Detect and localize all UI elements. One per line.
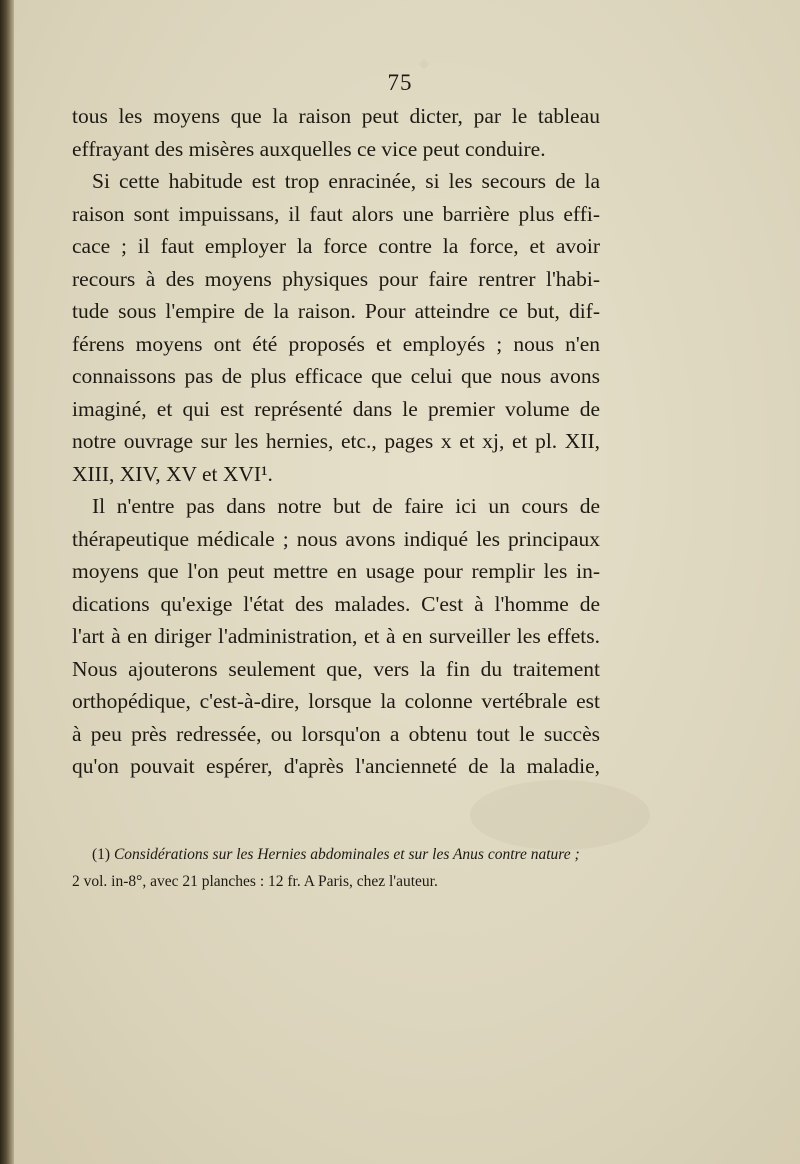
ink-spot xyxy=(420,60,428,68)
text-line: moyens que l'on peut mettre en usage pour remplir les in- xyxy=(72,559,600,583)
text-line: connaissons pas de plus efficace que celui que nous avons xyxy=(72,364,600,388)
text-line: à peu près redressée, ou lorsqu'on a obtenu tout le succès xyxy=(72,721,600,746)
text-line: raison sont impuissans, il faut alors une barrière plus effi- xyxy=(72,201,600,226)
text-line: Nous ajouterons seulement que, vers la fin du traitement xyxy=(72,656,600,681)
binding-edge xyxy=(0,0,14,1164)
text-line: XIII, XIV, XV et XVI¹. xyxy=(72,461,273,486)
text-line: Il n'entre pas dans notre but de faire ici un cours de xyxy=(92,494,600,518)
text-line: tude sous l'empire de la raison. Pour atteindre ce but, dif- xyxy=(72,299,600,323)
text-line: imaginé, et qui est représenté dans le premier volume de xyxy=(72,396,600,421)
bleed-through-stain xyxy=(470,780,650,850)
text-line: cace ; il faut employer la force contre la force, et avoir xyxy=(72,234,600,258)
text-line: qu'on pouvait espérer, d'après l'ancienneté de la maladie, xyxy=(72,754,600,778)
footnote-title: Considérations sur les Hernies abdominales et sur les Anus contre nature ; xyxy=(113,846,580,863)
footnote-line xyxy=(72,841,612,868)
text-line: férens moyens ont été proposés et employés ; nous n'en xyxy=(72,331,600,356)
text-line: l'art à en diriger l'administration, et à en surveiller les effets. xyxy=(72,624,600,648)
text-line: dications qu'exige l'état des malades. C'est à l'homme de xyxy=(72,591,600,616)
text-line: effrayant des misères auxquelles ce vice peut conduire. xyxy=(72,136,546,161)
footnote xyxy=(72,841,612,895)
text-line: orthopédique, c'est-à-dire, lorsque la colonne vertébrale est xyxy=(72,689,600,713)
footnote-marker: (1) xyxy=(92,846,111,863)
text-line: notre ouvrage sur les hernies, etc., pages x et xj, et pl. XII, xyxy=(72,429,600,453)
body-text xyxy=(72,100,600,783)
page-number: 75 xyxy=(387,70,413,95)
text-line: recours à des moyens physiques pour faire rentrer l'habi- xyxy=(72,266,600,291)
text-line: tous les moyens que la raison peut dicter, par le tableau xyxy=(72,104,600,128)
text-line: Si cette habitude est trop enracinée, si les secours de la xyxy=(92,169,600,193)
footnote-details: 2 vol. in-8°, avec 21 planches : 12 fr. A Paris, chez l'auteur. xyxy=(72,873,438,890)
text-line: thérapeutique médicale ; nous avons indiqué les principaux xyxy=(72,526,600,551)
